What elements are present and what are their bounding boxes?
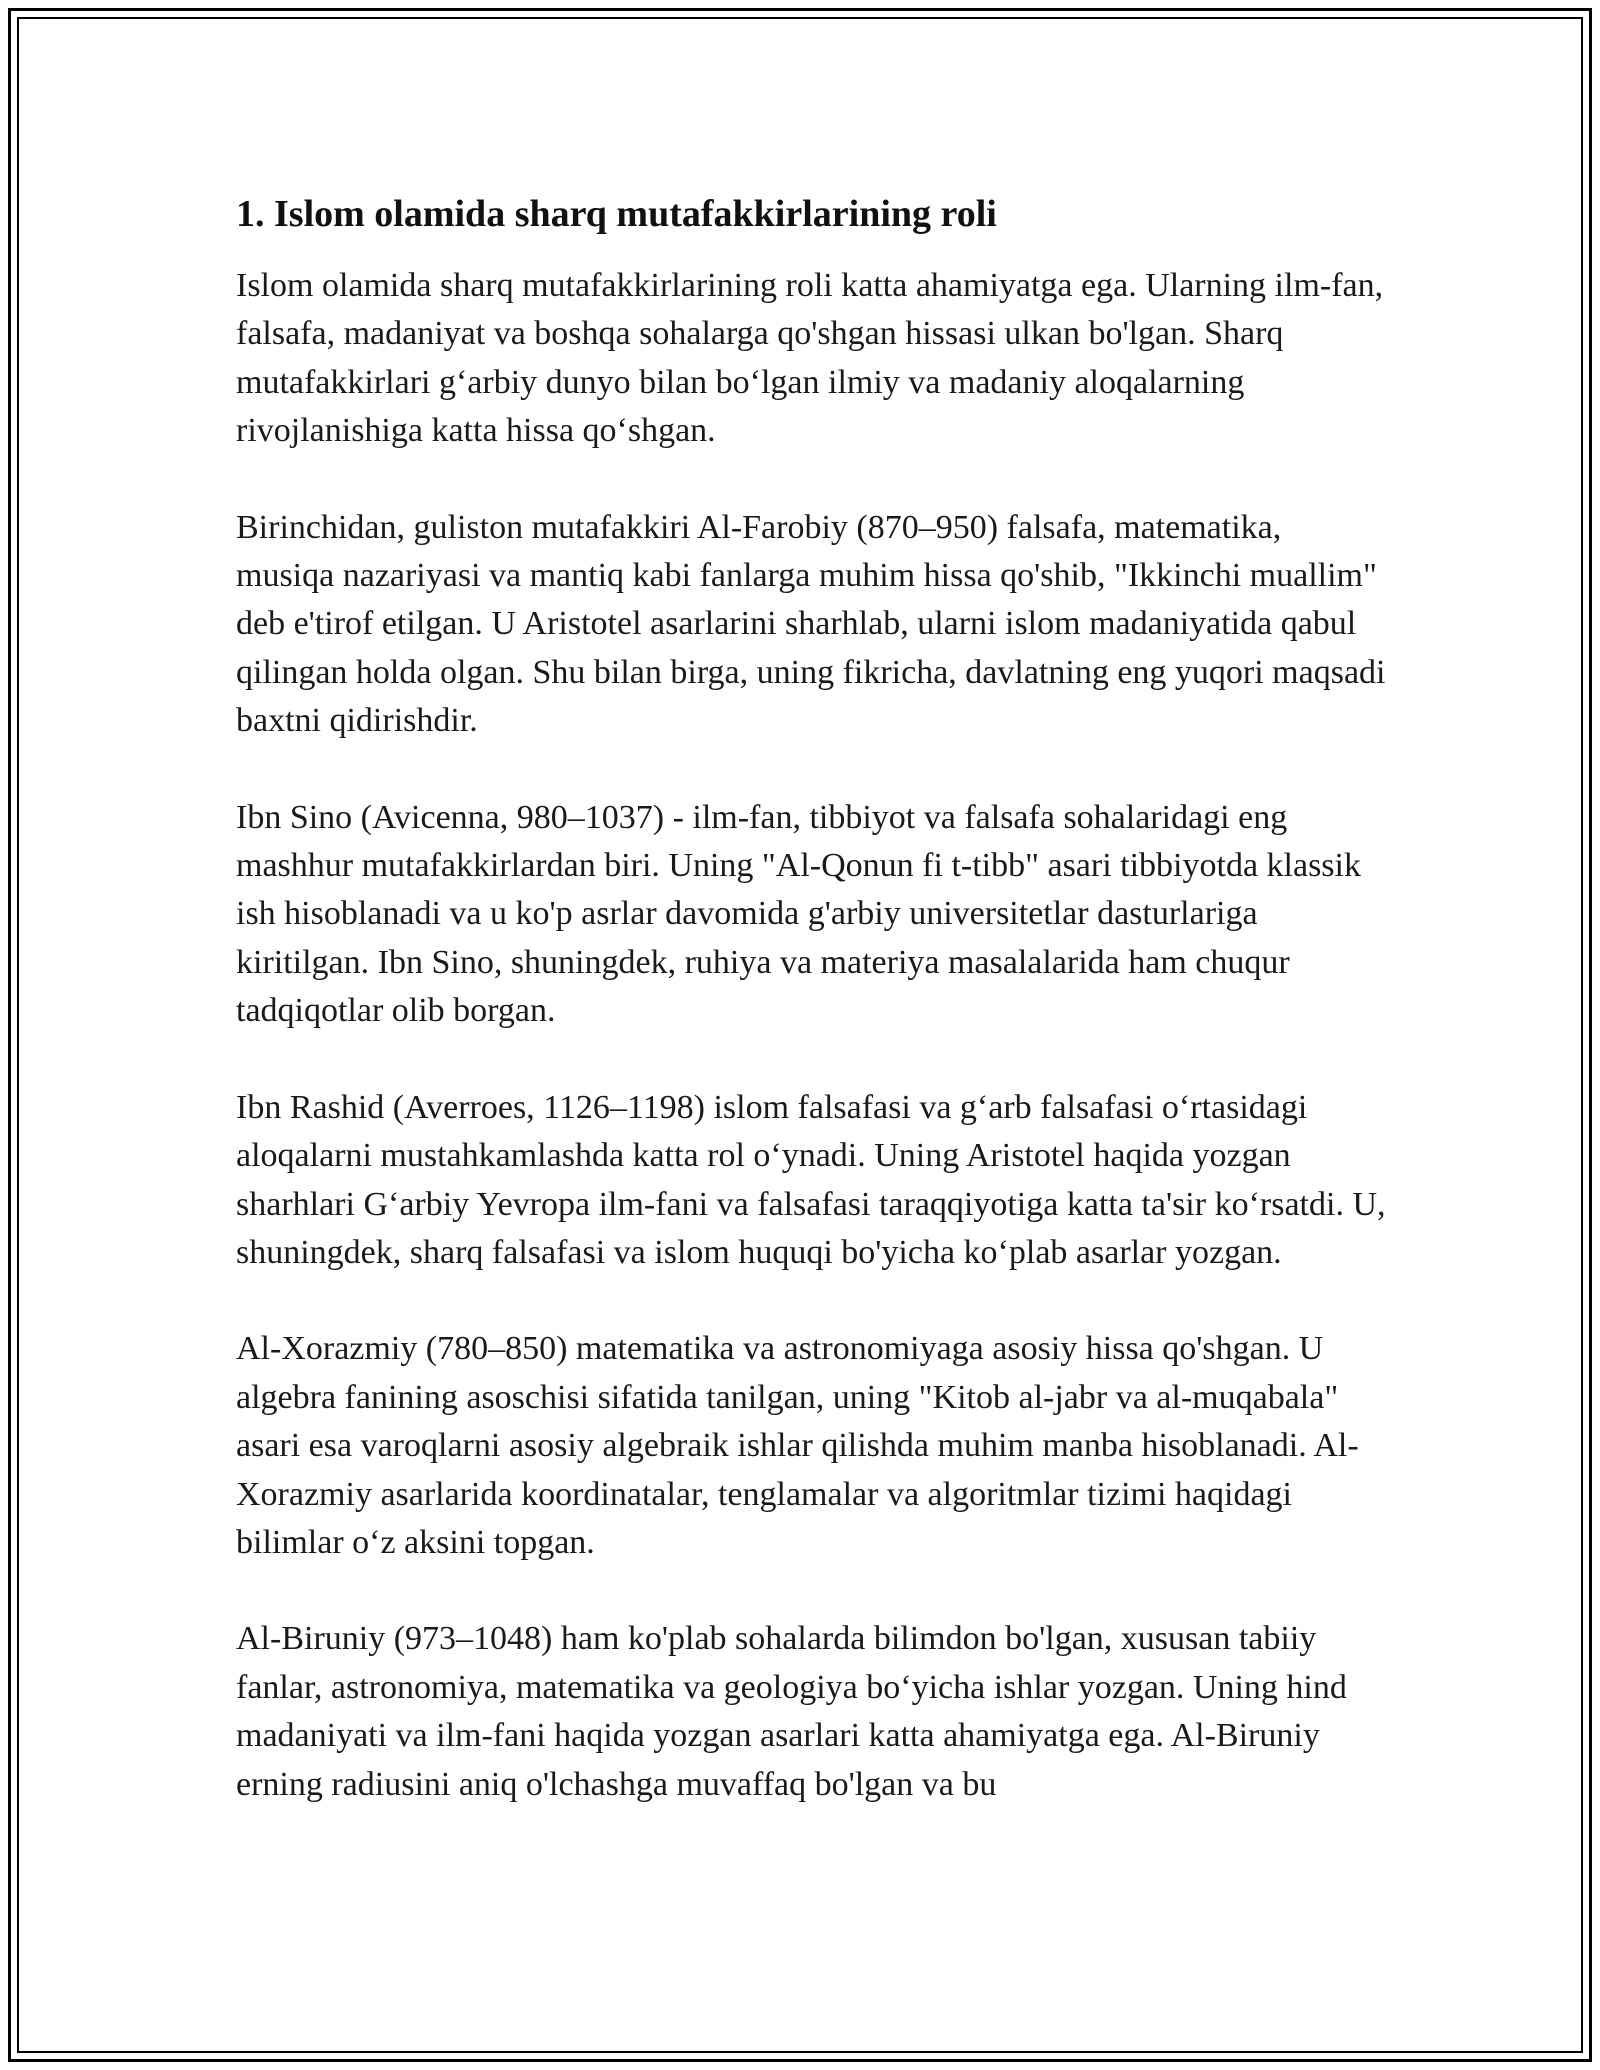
paragraph-al-xorazmiy: Al-Xorazmiy (780–850) matematika va astronomiyaga asosiy hissa qo'shgan. U algebra fanining asoschisi sifatida tanilgan, uning "Kitob al-jabr va al-muqabala" asari esa varoqlarni asosiy algebraik ishlar qilishda muhim manba hisoblanadi. Al-Xorazmiy asarlarida koordinatalar, tenglamalar va algoritmlar tizimi haqidagi bilimlar o‘z aksini topgan. bbox=[236, 1330, 1359, 1561]
document-body bbox=[236, 186, 1386, 1857]
paragraph-al-biruniy: Al-Biruniy (973–1048) ham ko'plab sohalarda bilimdon bo'lgan, xususan tabiiy fanlar, astronomiya, matematika va geologiya bo‘yicha ishlar yozgan. Uning hind madaniyati va ilm-fani haqida yozgan asarlari katta ahamiyatga ega. Al-Biruniy erning radiusini aniq o'lchashga muvaffaq bo'lgan va bu bbox=[236, 1620, 1347, 1803]
paragraph-intro: Islom olamida sharq mutafakkirlarining roli katta ahamiyatga ega. Ularning ilm-fan, falsafa, madaniyat va boshqa sohalarga qo'shgan hissasi ulkan bo'lgan. Sharq mutafakkirlari g‘arbiy dunyo bilan bo‘lgan ilmiy va madaniy aloqalarning rivojlanishiga katta hissa qo‘shgan. bbox=[236, 267, 1384, 450]
paragraph-ibn-sino: Ibn Sino (Avicenna, 980–1037) - ilm-fan, tibbiyot va falsafa sohalaridagi eng mashhur mutafakkirlardan biri. Uning "Al-Qonun fi t-tibb" asari tibbiyotda klassik ish hisoblanadi va u ko'p asrlar davomida g'arbiy universitetlar dasturlariga kiritilgan. Ibn Sino, shuningdek, ruhiya va materiya masalalarida ham chuqur tadqiqotlar olib borgan. bbox=[236, 798, 1361, 1030]
document-title: 1. Islom olamida sharq mutafakkirlarining roli bbox=[236, 193, 997, 235]
paragraph-ibn-rashid: Ibn Rashid (Averroes, 1126–1198) islom falsafasi va g‘arb falsafasi o‘rtasidagi aloqalarni mustahkamlashda katta rol o‘ynadi. Uning Aristotel haqida yozgan sharhlari G‘arbiy Yevropa ilm-fani va falsafasi taraqqiyotiga katta ta'sir ko‘rsatdi. U, shuningdek, sharq falsafasi va islom huquqi bo'yicha ko‘plab asarlar yozgan. bbox=[236, 1088, 1386, 1271]
paragraph-al-farobiy: Birinchidan, guliston mutafakkiri Al-Farobiy (870–950) falsafa, matematika, musiqa nazariyasi va mantiq kabi fanlarga muhim hissa qo'shib, "Ikkinchi muallim" deb e'tirof etilgan. U Aristotel asarlarini sharhlab, ularni islom madaniyatida qabul qilingan holda olgan. Shu bilan birga, uning fikricha, davlatning eng yuqori maqsadi baxtni qidirishdir. bbox=[236, 508, 1386, 740]
